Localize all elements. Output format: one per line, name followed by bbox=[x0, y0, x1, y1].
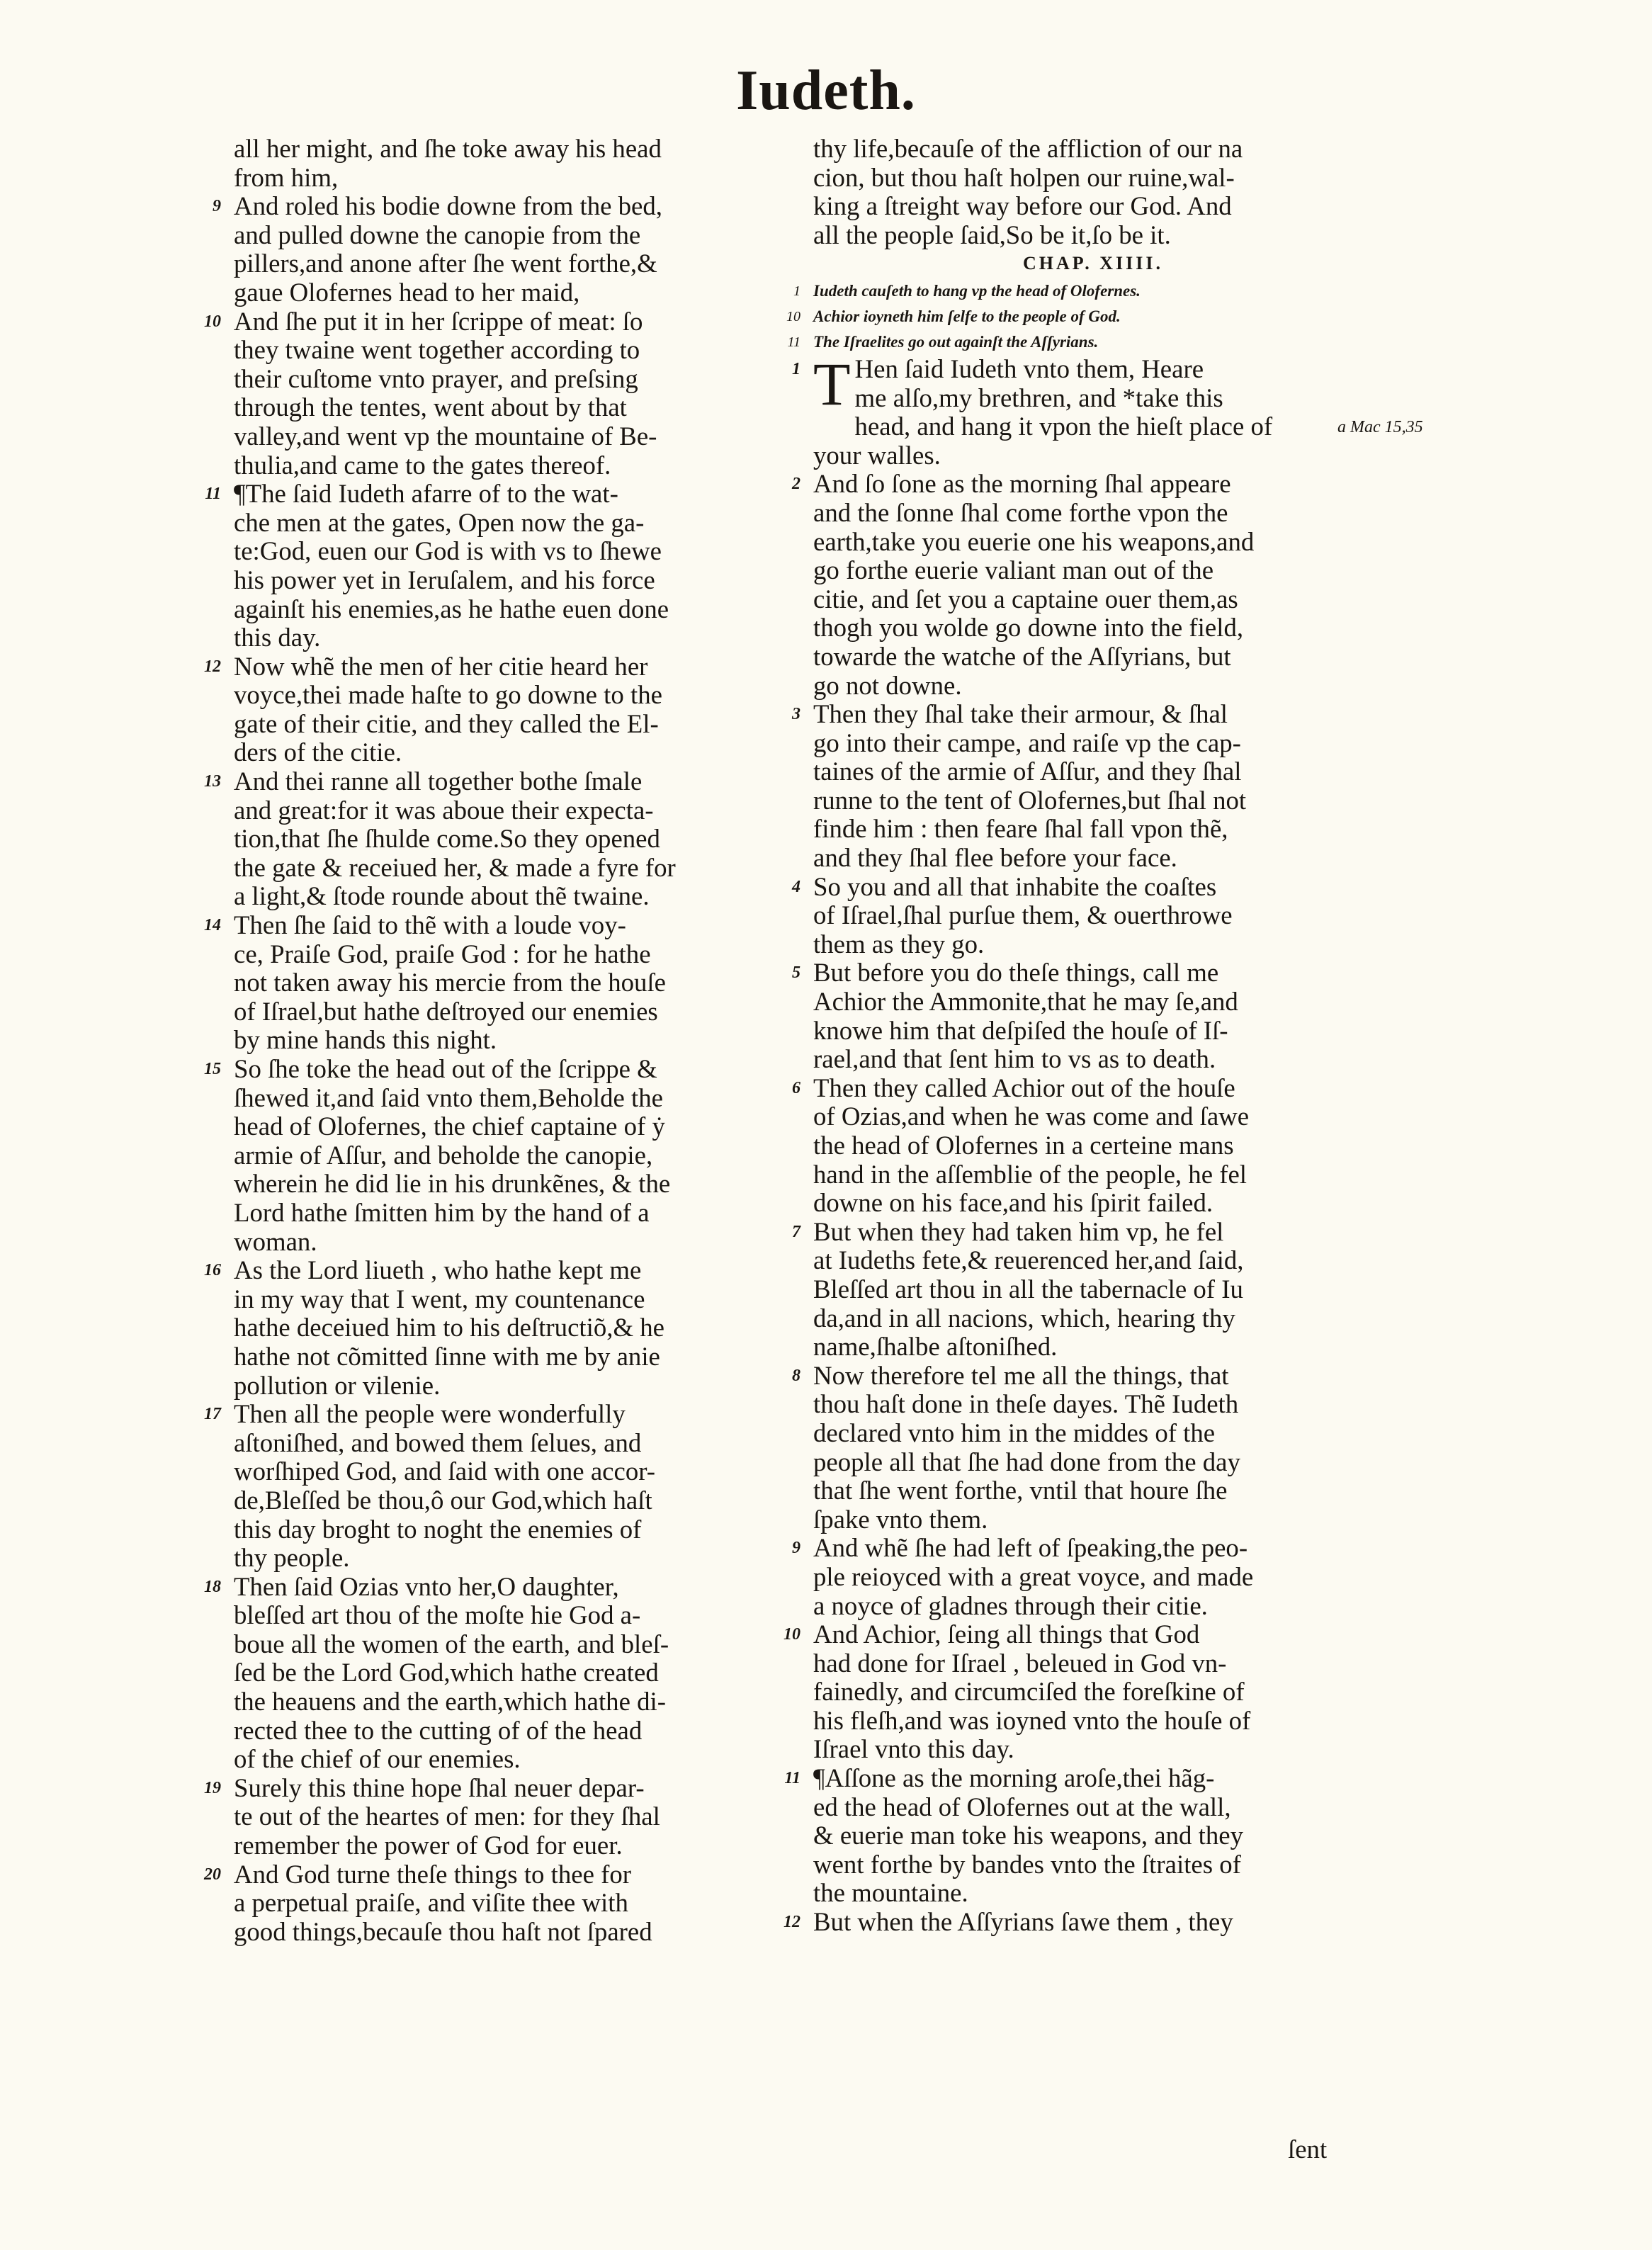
line-text: againſt his enemies,as he hathe euen done bbox=[234, 594, 669, 623]
text-line bbox=[234, 1601, 786, 1630]
line-text: of Iſrael,ſhal purſue them, & ouerthrowe bbox=[813, 900, 1233, 930]
verse-number: 1 bbox=[792, 359, 800, 378]
text-line bbox=[234, 1630, 786, 1659]
line-text: your walles. bbox=[813, 440, 941, 470]
text-line bbox=[204, 910, 786, 940]
line-text: in my way that I went, my countenance bbox=[234, 1284, 645, 1313]
verse-number: 3 bbox=[792, 705, 800, 724]
text-line bbox=[813, 1821, 1373, 1850]
verse-number: 9 bbox=[792, 1539, 800, 1558]
text-line bbox=[813, 1563, 1373, 1592]
verse-number: 11 bbox=[205, 485, 221, 504]
text-line bbox=[792, 1533, 1373, 1563]
text-line bbox=[234, 135, 786, 164]
text-line bbox=[813, 528, 1373, 557]
line-text: this day broght to noght the enemies of bbox=[234, 1514, 642, 1544]
line-text: hathe not cõmitted ſinne with me by anie bbox=[234, 1341, 660, 1371]
line-text: So you and all that inhabite the coaſtes bbox=[813, 871, 1217, 901]
line-text: from him, bbox=[234, 162, 339, 192]
text-line bbox=[234, 1372, 786, 1401]
verse-number: 1 bbox=[793, 283, 800, 299]
line-text: Then they ſhal take their armour, & ſhal bbox=[813, 699, 1228, 729]
text-line bbox=[813, 1189, 1373, 1218]
text-line bbox=[793, 278, 1373, 304]
text-line bbox=[234, 537, 786, 566]
line-text: head of Olofernes, the chief captaine of ẏ bbox=[234, 1112, 665, 1141]
text-line bbox=[234, 1717, 786, 1746]
line-text: remember the power of God for euer. bbox=[234, 1831, 623, 1860]
text-line bbox=[234, 1802, 786, 1831]
text-line bbox=[792, 699, 1373, 729]
text-line bbox=[813, 786, 1373, 815]
text-line bbox=[792, 1360, 1373, 1391]
text-line bbox=[813, 1850, 1373, 1879]
line-text: this day. bbox=[234, 623, 321, 652]
text-line bbox=[234, 1889, 786, 1918]
text-line bbox=[234, 451, 786, 480]
line-text: But when the Aſſyrians ſawe them , they bbox=[813, 1907, 1233, 1937]
text-line bbox=[783, 1907, 1373, 1937]
text-line bbox=[813, 221, 1373, 250]
text-line bbox=[204, 1054, 786, 1084]
text-line bbox=[234, 365, 786, 394]
line-text: armie of Aſſur, and beholde the canopie, bbox=[234, 1140, 653, 1170]
text-line bbox=[234, 1831, 786, 1860]
line-text: runne to the tent of Olofernes,but ſhal not bbox=[813, 785, 1247, 815]
verse-number: 10 bbox=[786, 308, 800, 324]
line-text: Iſrael vnto this day. bbox=[813, 1734, 1014, 1764]
line-text: thulia,and came to the gates thereof. bbox=[234, 450, 611, 480]
line-text: Bleſſed art thou in all the tabernacle of Iu bbox=[813, 1274, 1243, 1304]
text-line bbox=[234, 825, 786, 854]
text-line bbox=[813, 135, 1373, 164]
text-line bbox=[783, 1619, 1373, 1649]
line-text: As the Lord liueth , who hathe kept me bbox=[234, 1255, 642, 1285]
marginal-note: a Mac 15,35 bbox=[1337, 418, 1423, 436]
line-text: went forthe by bandes vnto the ſtraites of bbox=[813, 1849, 1241, 1879]
verse-number: 19 bbox=[204, 1778, 221, 1797]
line-text: declared vnto him in the middes of the bbox=[813, 1418, 1216, 1447]
text-line bbox=[234, 1486, 786, 1515]
text-line bbox=[813, 1333, 1373, 1362]
text-line bbox=[234, 1199, 786, 1228]
text-line bbox=[813, 499, 1373, 528]
line-text: and pulled downe the canopie from the bbox=[234, 220, 641, 249]
line-text: cion, but thou haſt holpen our ruine,wal- bbox=[813, 162, 1235, 192]
line-text: the gate & receiued her, & made a fyre for bbox=[234, 852, 676, 882]
text-line bbox=[234, 1285, 786, 1314]
text-line bbox=[813, 164, 1373, 193]
text-line bbox=[234, 1084, 786, 1113]
line-text: the heauens and the earth,which hathe di- bbox=[234, 1687, 666, 1717]
line-text: Then they called Achior out of the houſe bbox=[813, 1073, 1235, 1102]
line-text: ¶The ſaid Iudeth afarre of to the wat- bbox=[234, 479, 618, 509]
text-line bbox=[813, 412, 1373, 441]
text-line bbox=[813, 988, 1373, 1017]
line-text: Achior ioyneth him ſelfe to the people of God. bbox=[813, 307, 1121, 325]
line-text: them as they go. bbox=[813, 929, 985, 959]
verse-number: 11 bbox=[784, 1769, 800, 1788]
text-line bbox=[813, 1879, 1373, 1908]
text-line bbox=[792, 1216, 1373, 1247]
text-line bbox=[234, 997, 786, 1027]
text-line bbox=[234, 278, 786, 307]
line-text: And God turne theſe things to thee for bbox=[234, 1859, 632, 1889]
line-text: Then ſhe ſaid to thẽ with a loude voy- bbox=[234, 910, 626, 940]
text-line bbox=[813, 556, 1373, 585]
line-text: ſpake vnto them. bbox=[813, 1504, 988, 1534]
text-line bbox=[234, 796, 786, 825]
catchword: ſent bbox=[1288, 2135, 1328, 2164]
line-text: people all that ſhe had done from the day bbox=[813, 1447, 1240, 1476]
text-line bbox=[813, 729, 1373, 758]
text-line bbox=[792, 469, 1373, 499]
text-line bbox=[204, 1859, 786, 1889]
text-line bbox=[792, 871, 1373, 902]
line-text: pollution or vilenie. bbox=[234, 1370, 441, 1400]
line-text: And Achior, ſeing all things that God bbox=[813, 1619, 1200, 1649]
line-text: ple reioyced with a great voyce, and made bbox=[813, 1561, 1254, 1591]
text-line bbox=[813, 1045, 1373, 1074]
line-text: his fleſh,and was ioyned vnto the houſe of bbox=[813, 1705, 1251, 1735]
line-text: worſhiped God, and ſaid with one accor- bbox=[234, 1457, 655, 1486]
text-line bbox=[234, 221, 786, 250]
line-text: hand in the aſſemblie of the people, he fel bbox=[813, 1159, 1248, 1189]
line-text: thy people. bbox=[234, 1543, 350, 1573]
text-line bbox=[813, 1390, 1373, 1419]
line-text: voyce,thei made haſte to go downe to the bbox=[234, 680, 662, 710]
right-column bbox=[783, 134, 1373, 1937]
line-text: taines of the armie of Aſſur, and they ſhal bbox=[813, 757, 1242, 786]
line-text: of the chief of our enemies. bbox=[234, 1744, 521, 1774]
line-text: Surely this thine hope ſhal neuer depar- bbox=[234, 1773, 645, 1802]
line-text: fainedly, and circumciſed the foreſkine of bbox=[813, 1677, 1245, 1707]
text-line bbox=[792, 958, 1373, 988]
line-text: go into their campe, and raiſe vp the cap- bbox=[813, 728, 1241, 757]
line-text: che men at the gates, Open now the ga- bbox=[234, 507, 645, 537]
text-line bbox=[234, 1457, 786, 1486]
line-text: The Iſraelites go out againſt the Aſſyrians. bbox=[813, 332, 1099, 351]
text-line bbox=[204, 1399, 786, 1429]
line-text: & euerie man toke his weapons, and they bbox=[813, 1821, 1243, 1850]
text-line bbox=[234, 968, 786, 997]
line-text: the head of Olofernes in a certeine mans bbox=[813, 1131, 1234, 1160]
verse-number: 20 bbox=[204, 1865, 221, 1884]
text-line bbox=[234, 1112, 786, 1141]
line-text: ſhewed it,and ſaid vnto them,Beholde the bbox=[234, 1082, 663, 1112]
text-line bbox=[813, 815, 1373, 844]
line-text: Then ſaid Ozias vnto her,O daughter, bbox=[234, 1571, 619, 1601]
text-line bbox=[234, 422, 786, 451]
line-text: boue all the women of the earth, and bleſ- bbox=[234, 1629, 669, 1658]
text-line bbox=[234, 1313, 786, 1342]
text-line bbox=[234, 1429, 786, 1458]
line-text: And thei ranne all together bothe ſmale bbox=[234, 767, 643, 796]
text-line bbox=[234, 882, 786, 911]
line-text: da,and in all nacions, which, hearing thy bbox=[813, 1303, 1235, 1333]
right-column-top bbox=[813, 135, 1373, 249]
line-text: Iudeth cauſeth to hang vp the head of Olofernes. bbox=[813, 281, 1141, 300]
line-text: go forthe euerie valiant man out of the bbox=[813, 555, 1214, 585]
line-text: wherein he did lie in his drunkẽnes, & the bbox=[234, 1169, 671, 1199]
text-line bbox=[234, 164, 786, 193]
text-line bbox=[205, 479, 786, 509]
verse-number: 10 bbox=[204, 312, 221, 331]
line-text: thou haſt done in theſe dayes. Thẽ Iudeth bbox=[813, 1389, 1239, 1419]
verse-number: 2 bbox=[792, 475, 800, 494]
line-text: thy life,becauſe of the affliction of our na bbox=[813, 134, 1243, 163]
text-line bbox=[813, 1649, 1373, 1678]
line-text: And ſhe put it in her ſcrippe of meat: ſo bbox=[234, 306, 643, 336]
text-line bbox=[813, 1476, 1373, 1505]
line-text: tion,that ſhe ſhulde come.So they opened bbox=[234, 824, 660, 854]
text-line bbox=[813, 384, 1373, 413]
text-line bbox=[204, 767, 786, 796]
text-line bbox=[204, 1255, 786, 1285]
verse-number: 15 bbox=[204, 1060, 221, 1078]
chapter-summary bbox=[786, 278, 1373, 355]
line-text: Lord hathe ſmitten him by the hand of a bbox=[234, 1197, 650, 1227]
text-line bbox=[234, 940, 786, 969]
text-line bbox=[813, 1275, 1373, 1304]
verse-number: 12 bbox=[204, 657, 221, 676]
line-text: ¶Aſſone as the morning aroſe,thei hãg- bbox=[813, 1763, 1215, 1793]
text-line bbox=[813, 643, 1373, 672]
line-text: a light,& ſtode rounde about thẽ twaine. bbox=[234, 881, 650, 911]
line-text: of Iſrael,but hathe deſtroyed our enemies bbox=[234, 996, 658, 1026]
text-line bbox=[813, 441, 1373, 470]
verse-number: 9 bbox=[213, 197, 221, 216]
text-line bbox=[813, 757, 1373, 786]
line-text: Now whẽ the men of her citie heard her bbox=[234, 651, 648, 681]
text-line bbox=[813, 672, 1373, 701]
line-text: me alſo,my brethren, and *take this bbox=[854, 383, 1223, 412]
text-line bbox=[234, 854, 786, 883]
text-line bbox=[234, 710, 786, 739]
line-text: finde him : then feare ſhal fall vpon thẽ, bbox=[813, 814, 1228, 844]
text-line bbox=[234, 393, 786, 422]
line-text: gate of their citie, and they called the El- bbox=[234, 708, 659, 738]
line-text: te out of the heartes of men: for they ſhal bbox=[234, 1802, 660, 1831]
line-text: citie, and ſet you a captaine ouer them,as bbox=[813, 584, 1238, 614]
line-text: and the ſonne ſhal come forthe vpon the bbox=[813, 497, 1228, 527]
line-text: and they ſhal flee before your face. bbox=[813, 843, 1177, 873]
text-line bbox=[234, 623, 786, 652]
line-text: head, and hang it vpon the hieſt place of bbox=[854, 412, 1273, 441]
line-text: a noyce of gladnes through their citie. bbox=[813, 1590, 1208, 1620]
line-text: Achior the Ammonite,that he may ſe,and bbox=[813, 987, 1238, 1017]
text-line bbox=[204, 1773, 786, 1803]
text-line bbox=[813, 1505, 1373, 1534]
line-text: his power yet in Ieruſalem, and his force bbox=[234, 565, 655, 594]
line-text: good things,becauſe thou haſt not ſpared bbox=[234, 1916, 652, 1946]
line-text: ce, Praiſe God, praiſe God : for he hathe bbox=[234, 939, 651, 968]
page-title: Iudeth. bbox=[736, 60, 916, 122]
text-line bbox=[813, 1793, 1373, 1822]
text-line bbox=[813, 1448, 1373, 1477]
verse-number: 18 bbox=[204, 1577, 221, 1596]
text-line bbox=[234, 1918, 786, 1947]
text-line bbox=[234, 1544, 786, 1573]
text-line bbox=[813, 1246, 1373, 1275]
line-text: thogh you wolde go downe into the field, bbox=[813, 613, 1244, 643]
line-text: Now therefore tel me all the things, that bbox=[813, 1360, 1229, 1390]
text-line bbox=[813, 1419, 1373, 1448]
line-text: aſtoniſhed, and bowed them ſelues, and bbox=[234, 1428, 642, 1457]
line-text: go not downe. bbox=[813, 670, 962, 700]
line-text: by mine hands this night. bbox=[234, 1025, 497, 1055]
line-text: But when they had taken him vp, he fel bbox=[813, 1216, 1224, 1246]
line-text: woman. bbox=[234, 1226, 317, 1256]
text-line bbox=[813, 1592, 1373, 1621]
text-line bbox=[813, 901, 1373, 930]
line-text: name,ſhalbe aſtoniſhed. bbox=[813, 1332, 1058, 1362]
line-text: Hen ſaid Iudeth vnto them, Heare bbox=[854, 354, 1204, 383]
line-text: ders of the citie. bbox=[234, 737, 402, 767]
text-line bbox=[813, 1017, 1373, 1046]
left-column bbox=[204, 134, 786, 1946]
line-text: pillers,and anone after ſhe went forthe,& bbox=[234, 249, 657, 278]
text-line bbox=[204, 306, 786, 337]
line-text: gaue Olofernes head to her maid, bbox=[234, 277, 580, 307]
verse-number: 5 bbox=[792, 963, 800, 983]
line-text: rected thee to the cutting of of the head bbox=[234, 1715, 643, 1745]
text-line bbox=[234, 1745, 786, 1774]
line-text: and great:for it was aboue their expecta- bbox=[234, 795, 654, 825]
text-line bbox=[813, 192, 1373, 221]
line-text: So ſhe toke the head out of the ſcrippe & bbox=[234, 1054, 657, 1083]
text-line bbox=[234, 1141, 786, 1170]
text-line bbox=[234, 1026, 786, 1055]
text-line bbox=[204, 651, 786, 682]
text-line bbox=[813, 1678, 1373, 1707]
line-text: king a ſtreight way before our God. And bbox=[813, 191, 1232, 221]
line-text: downe on his face,and his ſpirit failed. bbox=[813, 1188, 1213, 1218]
line-text: But before you do theſe things, call me bbox=[813, 958, 1219, 988]
text-line bbox=[234, 1688, 786, 1717]
text-line bbox=[813, 1131, 1373, 1160]
line-text: through the tentes, went about by that bbox=[234, 392, 627, 422]
text-line bbox=[813, 1304, 1373, 1333]
verse-number: 8 bbox=[792, 1366, 800, 1385]
text-line bbox=[234, 249, 786, 278]
text-line bbox=[234, 1515, 786, 1544]
line-text: had done for Iſrael , beleued in God vn- bbox=[813, 1648, 1227, 1678]
text-line bbox=[787, 329, 1373, 355]
verse-number: 16 bbox=[204, 1261, 221, 1280]
line-text: valley,and went vp the mountaine of Be- bbox=[234, 421, 657, 451]
verse-number: 11 bbox=[787, 334, 800, 350]
line-text: the mountaine. bbox=[813, 1878, 968, 1908]
verse-number: 6 bbox=[792, 1078, 800, 1097]
text-line bbox=[813, 614, 1373, 643]
text-line bbox=[813, 844, 1373, 873]
text-line bbox=[234, 336, 786, 365]
text-line bbox=[234, 1170, 786, 1199]
line-text: not taken away his mercie from the houſe bbox=[234, 968, 667, 997]
line-text: ed the head of Olofernes out at the wall, bbox=[813, 1792, 1231, 1821]
text-line bbox=[234, 595, 786, 624]
line-text: they twaine went together according to bbox=[234, 335, 640, 365]
line-text: towarde the watche of the Aſſyrians, but bbox=[813, 641, 1231, 671]
text-line bbox=[213, 191, 786, 221]
line-text: And roled his bodie downe from the bed, bbox=[234, 191, 662, 221]
line-text: a perpetual praiſe, and viſite thee with bbox=[234, 1888, 628, 1918]
verse-number: 17 bbox=[204, 1405, 221, 1424]
text-line bbox=[786, 304, 1373, 329]
line-text: of Ozias,and when he was come and ſawe bbox=[813, 1102, 1250, 1131]
text-line bbox=[813, 1735, 1373, 1764]
line-text: And whẽ ſhe had left of ſpeaking,the peo- bbox=[813, 1533, 1248, 1563]
line-text: ſed be the Lord God,which hathe created bbox=[234, 1658, 659, 1688]
verse-number: 7 bbox=[792, 1222, 800, 1241]
text-line bbox=[813, 1707, 1373, 1736]
line-text: at Iudeths fete,& reuerenced her,and ſaid, bbox=[813, 1245, 1244, 1275]
text-line bbox=[792, 1073, 1373, 1103]
text-line bbox=[234, 1228, 786, 1257]
verse-number: 14 bbox=[204, 916, 221, 935]
line-text: bleſſed art thou of the moſte hie God a- bbox=[234, 1600, 641, 1630]
line-text: te:God, euen our God is with vs to ſhewe bbox=[234, 536, 662, 566]
text-line bbox=[813, 1102, 1373, 1131]
line-text: rael,and that ſent him to vs as to death. bbox=[813, 1044, 1216, 1074]
text-line bbox=[813, 585, 1373, 614]
chapter-heading: CHAP. XIIII. bbox=[1022, 253, 1164, 274]
verse-number: 10 bbox=[783, 1625, 800, 1644]
line-text: all the people ſaid,So be it,ſo be it. bbox=[813, 220, 1171, 249]
line-text: hathe deceiued him to his deſtructiõ,& he bbox=[234, 1313, 664, 1342]
line-text: de,Bleſſed be thou,ô our God,which haſt bbox=[234, 1485, 652, 1515]
text-line bbox=[234, 681, 786, 710]
line-text: their cuſtome vnto prayer, and preſsing bbox=[234, 363, 638, 393]
text-line bbox=[813, 1160, 1373, 1189]
drop-initial: T bbox=[813, 349, 851, 418]
text-line bbox=[234, 738, 786, 767]
line-text: that ſhe went forthe, vntil that houre ſhe bbox=[813, 1476, 1228, 1505]
line-text: And ſo ſone as the morning ſhal appeare bbox=[813, 469, 1231, 499]
text-line bbox=[813, 930, 1373, 959]
line-text: all her might, and ſhe toke away his head bbox=[234, 134, 662, 163]
text-line bbox=[234, 509, 786, 538]
text-line bbox=[784, 1763, 1373, 1793]
line-text: knowe him that deſpiſed the houſe of Iſ- bbox=[813, 1015, 1228, 1045]
text-line bbox=[204, 1571, 786, 1602]
verse-number: 4 bbox=[792, 877, 800, 896]
verse-number: 12 bbox=[783, 1913, 800, 1932]
text-line bbox=[234, 566, 786, 595]
right-column-body bbox=[783, 349, 1373, 1937]
text-line bbox=[234, 1658, 786, 1688]
line-text: earth,take you euerie one his weapons,and bbox=[813, 526, 1255, 556]
verse-number: 13 bbox=[204, 772, 221, 791]
line-text: Then all the people were wonderfully bbox=[234, 1399, 626, 1429]
text-line bbox=[234, 1342, 786, 1372]
